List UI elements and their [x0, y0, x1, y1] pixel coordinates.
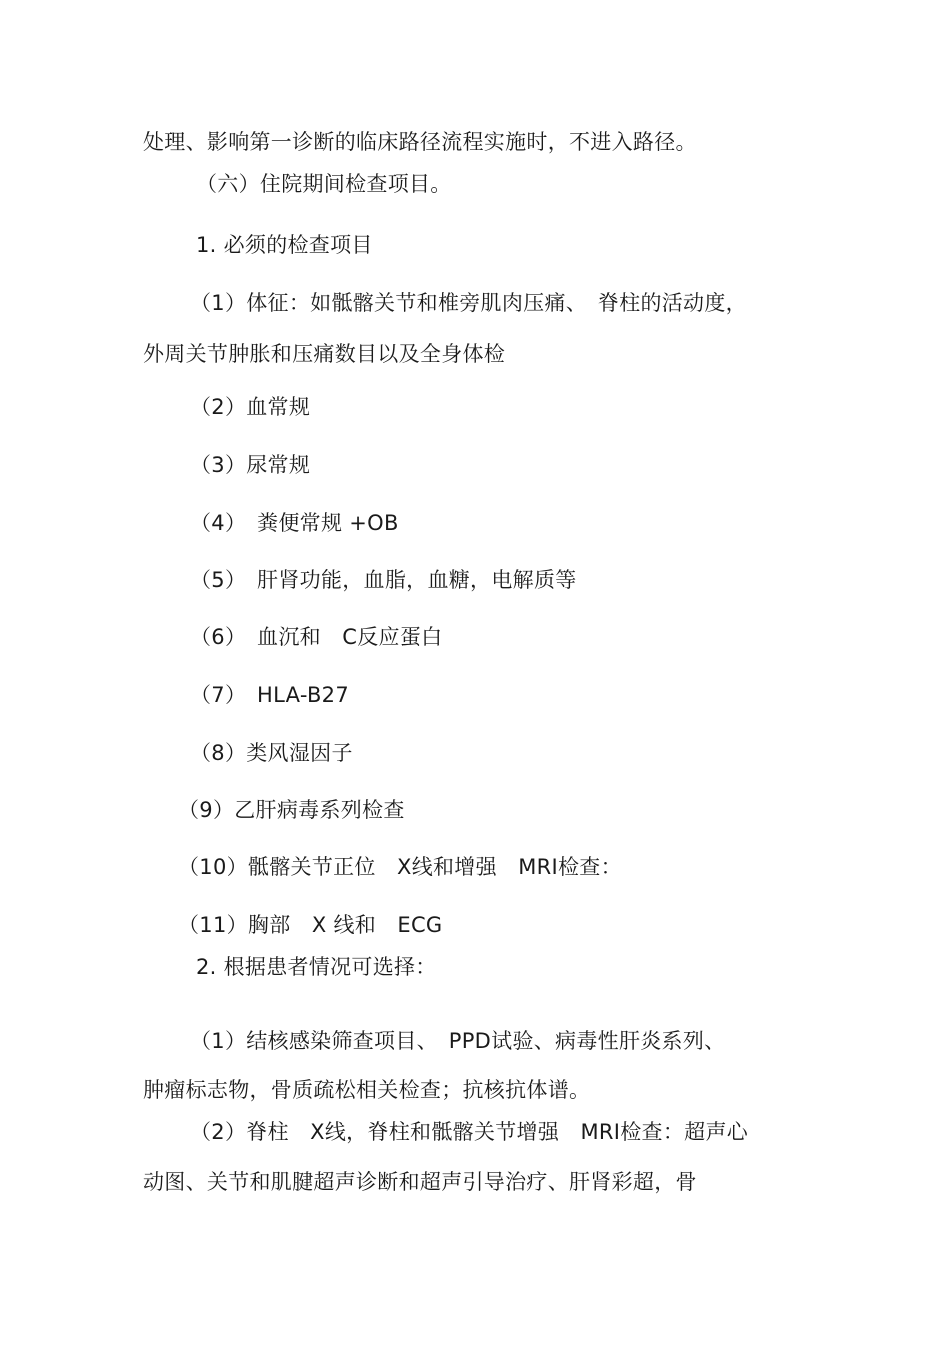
item-3: （3）尿常规: [190, 453, 311, 477]
item-11: （11）胸部 X 线和 ECG: [178, 913, 443, 937]
item-7: （7） HLA-B27: [190, 683, 349, 707]
item-1-signs-continued: 外周关节肿胀和压痛数目以及全身体检: [143, 342, 506, 366]
optional-item-1-continued: 肿瘤标志物，骨质疏松相关检查；抗核抗体谱。: [143, 1078, 591, 1102]
section-heading-six: （六）住院期间检查项目。: [196, 172, 452, 196]
optional-item-2-continued: 动图、关节和肌腱超声诊断和超声引导治疗、肝肾彩超，骨: [143, 1170, 697, 1194]
item-6: （6） 血沉和 C反应蛋白: [190, 625, 443, 649]
item-5: （5） 肝肾功能，血脂，血糖，电解质等: [190, 568, 577, 592]
subheading-required-items: 1. 必须的检查项目: [196, 233, 373, 257]
optional-item-1: （1）结核感染筛查项目、 PPD试验、病毒性肝炎系列、: [190, 1029, 726, 1053]
subheading-optional-items: 2. 根据患者情况可选择：: [196, 955, 437, 979]
item-9: （9）乙肝病毒系列检查: [178, 798, 405, 822]
item-2: （2）血常规: [190, 395, 311, 419]
item-4: （4） 粪便常规 +OB: [190, 511, 399, 535]
text-line-1: 处理、影响第一诊断的临床路径流程实施时，不进入路径。: [143, 130, 697, 154]
item-10: （10）骶髂关节正位 X线和增强 MRI检查：: [178, 855, 622, 879]
optional-item-2: （2）脊柱 X线，脊柱和骶髂关节增强 MRI检查：超声心: [190, 1120, 749, 1144]
item-1-signs: （1）体征：如骶髂关节和椎旁肌肉压痛、 脊柱的活动度，: [190, 291, 747, 315]
item-8: （8）类风湿因子: [190, 741, 353, 765]
